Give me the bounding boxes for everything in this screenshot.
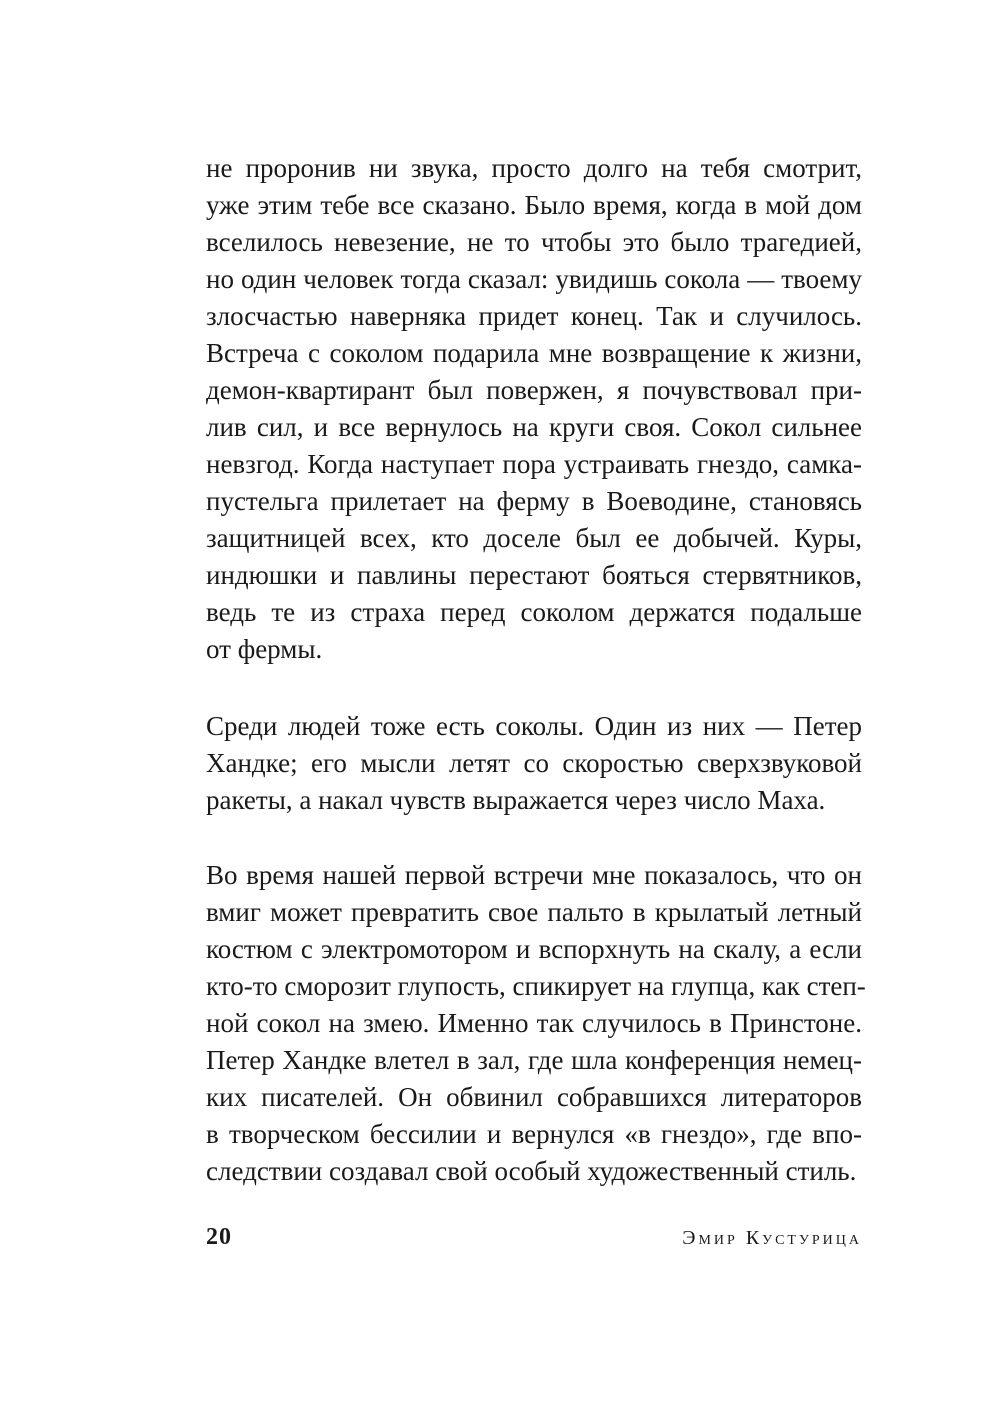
text-line: вмиг может превратить свое пальто в крылатый летный <box>206 897 862 927</box>
text-line: Хандке; его мысли летят со скоростью сверхзвуковой <box>206 748 862 778</box>
text-line: от фермы. <box>206 634 323 664</box>
text-line: кто-то сморозит глупость, спикирует на глупца, как степ- <box>206 971 866 1001</box>
text-line: следствии создавал свой особый художественный стиль. <box>206 1156 857 1186</box>
text-line: Среди людей тоже есть соколы. Один из них — Петер <box>206 711 862 741</box>
text-line: Во время нашей первой встречи мне показалось, что он <box>206 860 862 890</box>
text-line: в творческом бессилии и вернулся «в гнездо», где впо- <box>206 1119 862 1149</box>
text-line: пустельга прилетает на ферму в Воеводине, становясь <box>206 486 862 516</box>
text-line: уже этим тебе все сказано. Было время, когда в мой дом <box>206 190 862 220</box>
text-line: Петер Хандке влетел в зал, где шла конференция немец- <box>206 1045 862 1075</box>
text-line: ких писателей. Он обвинил собравшихся литераторов <box>206 1082 862 1112</box>
paragraph-1 <box>206 150 862 668</box>
text-line: злосчастью наверняка придет конец. Так и случилось. <box>206 301 862 331</box>
text-line: невзгод. Когда наступает пора устраивать гнездо, самка- <box>206 449 862 479</box>
text-line: демон-квартирант был повержен, я почувствовал при- <box>206 375 862 405</box>
text-line: вселилось невезение, не то чтобы это было трагедией, <box>206 227 862 257</box>
text-line: не проронив ни звука, просто долго на тебя смотрит, <box>206 153 862 183</box>
text-line: лив сил, и все вернулось на круги своя. Сокол сильнее <box>206 412 862 442</box>
text-line: индюшки и павлины перестают бояться стервятников, <box>206 560 862 590</box>
running-head-author: Эмир Кустурица <box>682 1227 862 1249</box>
text-line: ракеты, а накал чувств выражается через число Маха. <box>206 785 826 815</box>
page-number: 20 <box>206 1224 232 1250</box>
text-line: Встреча с соколом подарила мне возвращение к жизни, <box>206 338 862 368</box>
text-line: защитницей всех, кто доселе был ее добычей. Куры, <box>206 523 862 553</box>
text-line: ной сокол на змею. Именно так случилось в Принстоне. <box>206 1008 862 1038</box>
text-line: ведь те из страха перед соколом держатся подальше <box>206 597 862 627</box>
text-line: но один человек тогда сказал: увидишь сокола — твоему <box>206 264 862 294</box>
paragraph-3 <box>206 857 866 1190</box>
text-line: костюм с электромотором и вспорхнуть на скалу, а если <box>206 934 862 964</box>
paragraph-2 <box>206 708 862 819</box>
